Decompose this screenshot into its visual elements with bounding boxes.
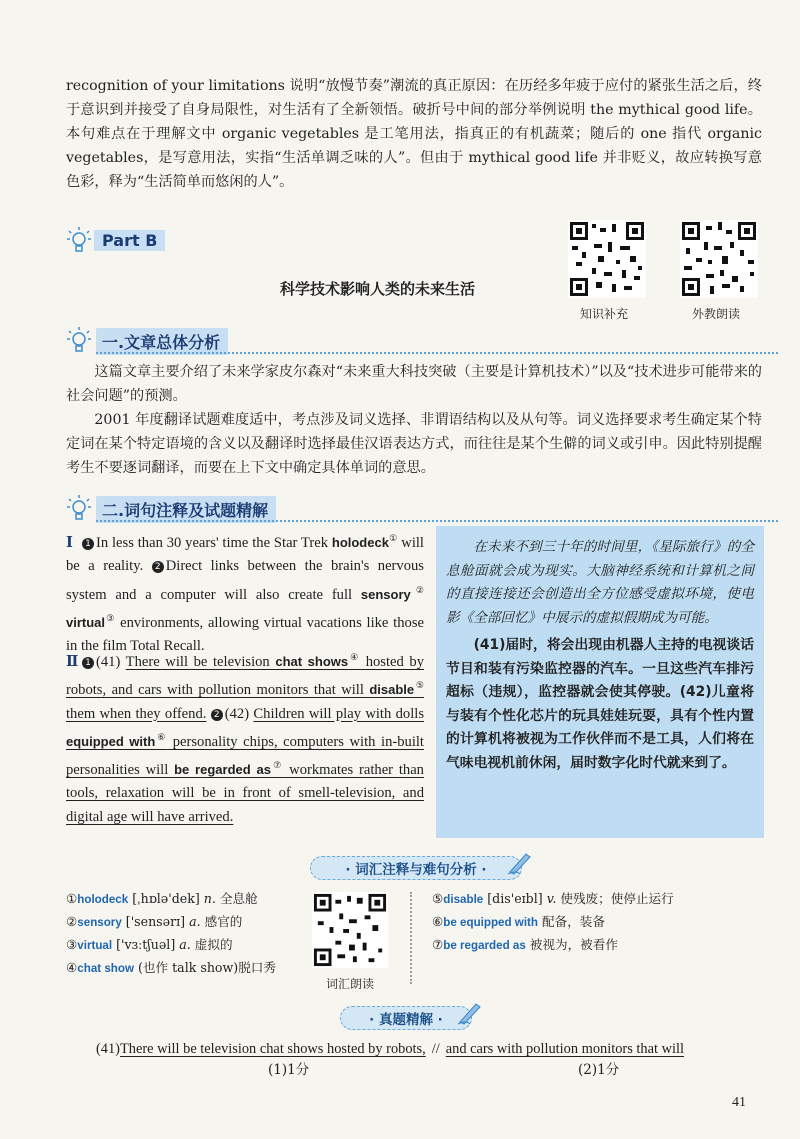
vocab-item: ②sensory ['sensərɪ] a. 感官的 bbox=[66, 914, 243, 929]
qr-label-reading: 外教朗读 bbox=[692, 307, 741, 321]
section-heading-overview bbox=[66, 326, 778, 356]
vocab-item: ⑤disable [dis'eɪbl] v. 使残废；使停止运行 bbox=[432, 891, 674, 906]
part-b-header bbox=[66, 226, 226, 260]
exam-chunk-2: and cars with pollution monitors that will bbox=[445, 1041, 684, 1057]
section-divider bbox=[96, 520, 778, 522]
vocab-heading: · 词汇注释与难句分析 · bbox=[310, 856, 522, 880]
vocab-list-right bbox=[432, 888, 762, 957]
keyword: holodeck bbox=[331, 534, 389, 550]
lightbulb-icon bbox=[66, 226, 92, 256]
section-heading-annotation bbox=[66, 494, 778, 524]
translation-box bbox=[436, 526, 764, 838]
section-title: 二.词句注释及试题精解 bbox=[96, 496, 276, 523]
exam-chunk-1: There will be television chat shows hosted by robots, bbox=[119, 1041, 426, 1057]
qr-code-icon bbox=[680, 220, 758, 298]
english-block-1: Ⅰ 1 In less than 30 years' time the Star Trek holodeck① will be a reality. 2 Direct links between the brain's nervous system and a computer will also create full sensory② virtual③ environments, allowing virtual vacations like those in the film Total Recall. bbox=[66, 533, 424, 655]
pen-icon bbox=[506, 848, 534, 876]
qr-code-reading[interactable] bbox=[680, 220, 758, 298]
keyword: sensory bbox=[360, 586, 411, 602]
score-label-2: (2)1分 bbox=[578, 1062, 620, 1078]
keyword: disable bbox=[369, 682, 415, 698]
translation-paragraph-2: (41)届时，将会出现由机器人主持的电视谈话节目和装有污染监控器的汽车。一旦这些汽车排污超标（违规），监控器就会使其停驶。(42)儿童将与装有个性化芯片的玩具娃娃玩耍，具有个性内置的计算机将被视为工作伙伴而不是工具，人们将在气味电视机前休闲，届时数字化时代就来到了。 bbox=[446, 637, 754, 771]
article-subtitle: 科学技术影响人类的未来生活 bbox=[280, 280, 476, 298]
qr-code-icon bbox=[312, 892, 388, 968]
qr-code-knowledge[interactable] bbox=[568, 220, 646, 298]
overview-paragraph-2: 2001 年度翻译试题难度适中，考点涉及词义选择、非谓语结构以及从句等。词义选择要求考生确定某个特定词在某个特定语境的含义以及翻译时选择最佳汉语表达方式，而往往是某个生僻的词义或引申。因此特别提醒考生不要逐词翻译，而要在上下文中确定具体单词的意思。 bbox=[66, 412, 762, 476]
vocab-item: ④chat show (也作 talk show)脱口秀 bbox=[66, 960, 276, 975]
vocab-item: ⑥be equipped with 配备，装备 bbox=[432, 914, 605, 929]
exam-heading: · 真题精解 · bbox=[340, 1006, 472, 1030]
score-label-1: (1)1分 bbox=[268, 1062, 310, 1078]
vocab-item: ③virtual ['vɜːtʃuəl] a. 虚拟的 bbox=[66, 937, 233, 952]
vocab-item: ①holodeck [ˌhɒlə'dek] n. 全息舱 bbox=[66, 891, 258, 906]
qr-label-knowledge: 知识补充 bbox=[580, 307, 629, 321]
lightbulb-icon bbox=[66, 326, 92, 356]
keyword: virtual bbox=[66, 614, 106, 630]
translation-paragraph-1: 在未来不到三十年的时间里，《星际旅行》的全息舱面就会成为现实。大脑神经系统和计算机之间的直接连接还会创造出全方位感受虚拟环境，使电影《全部回忆》中展示的虚拟假期成为可能。 bbox=[446, 539, 754, 626]
keyword: chat shows bbox=[275, 653, 349, 669]
exam-sentence-41: There will be television chat shows④ hosted by robots, and cars with pollution monitors that will disable⑤ them when they offend. bbox=[66, 652, 424, 722]
vocab-list-left bbox=[66, 888, 306, 980]
section-divider bbox=[96, 352, 778, 354]
part-b-label: Part B bbox=[94, 230, 165, 251]
keyword: equipped with bbox=[66, 733, 156, 749]
exam-sentence: (41)There will be television chat shows hosted by robots, // and cars with pollution monitors that will bbox=[96, 1041, 684, 1057]
qr-code-icon bbox=[568, 220, 646, 298]
page-number: 41 bbox=[732, 1095, 746, 1110]
exam-sentence-42: Children will play with dolls equipped with⑥ personality chips, computers with in-built personalities will be regarded as⑦ workmates rather than tools, relaxation will be in front of smell-television, and digital age will have arrived. bbox=[66, 705, 424, 825]
overview-text bbox=[66, 360, 762, 480]
intro-paragraph: recognition of your limitations 说明“放慢节奏”潮流的真正原因：在历经多年疲于应付的紧张生活之后，终于意识到并接受了自身局限性，对生活有了全新领悟。破折号中间的部分举例说明 the mythical good life。本句难点在于理解文中 organic vegetables 是工笔用法，指真正的有机蔬菜；随后的 one 指代 organic vegetables，是写意用法，实指“生活单调乏味的人”。但由于 mythical good life 并非贬义，故应转换写意色彩，释为“生活简单而悠闲的人”。 bbox=[66, 78, 762, 190]
pen-icon bbox=[456, 998, 484, 1026]
english-block-2: Ⅱ 1 (41) There will be television chat shows④ hosted by robots, and cars with pollution monitors that will disable⑤ them when they offend. 2 (42) Children will play with dolls equipped with⑥ personality chips, computers with in-built personalities will be regarded as⑦ workmates rather than tools, relaxation will be in front of smell-television, and digital age will have arrived. bbox=[66, 652, 424, 825]
qr-label-vocab: 词汇朗读 bbox=[326, 977, 375, 991]
vocab-divider bbox=[410, 892, 418, 984]
qr-code-vocab[interactable] bbox=[312, 892, 388, 968]
keyword: be regarded as bbox=[174, 762, 271, 778]
lightbulb-icon bbox=[66, 494, 92, 524]
overview-paragraph-1: 这篇文章主要介绍了未来学家皮尔森对“未来重大科技突破（主要是计算机技术）”以及“技术进步可能带来的社会问题”的预测。 bbox=[66, 364, 762, 404]
section-title: 一.文章总体分析 bbox=[96, 328, 228, 355]
vocab-item: ⑦be regarded as 被视为，被看作 bbox=[432, 937, 618, 952]
